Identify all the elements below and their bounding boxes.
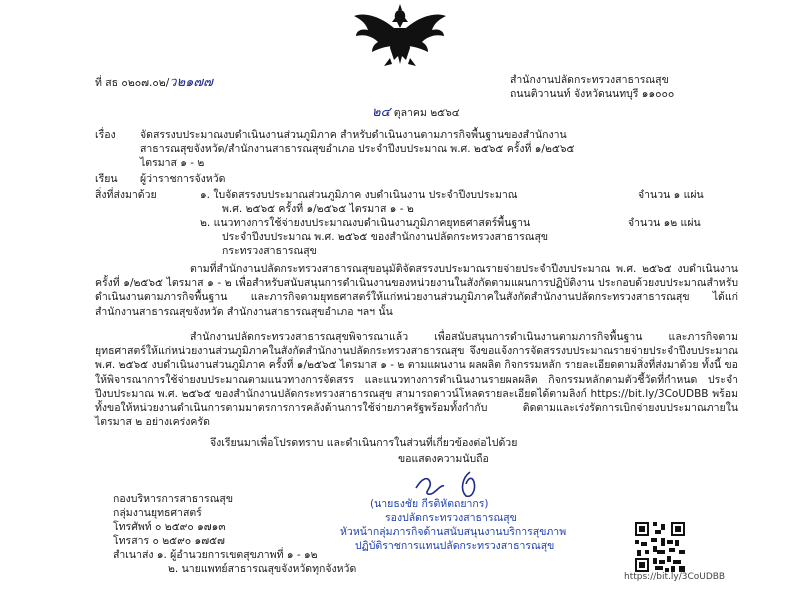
date-month-year: ตุลาคม ๒๕๖๔ xyxy=(393,107,460,119)
subject-line-3: ไตรมาส ๑ - ๒ xyxy=(140,157,205,169)
signature-icon xyxy=(410,468,520,500)
date-handwritten: ๒๔ xyxy=(372,105,391,120)
office-name: สำนักงานปลัดกระทรวงสาธารณสุข xyxy=(510,74,669,86)
footer-phone: โทรศัพท์ ๐ ๒๕๙๐ ๑๗๑๓ xyxy=(113,521,226,533)
subject-line-1: จัดสรรงบประมาณงบดำเนินงานส่วนภูมิภาค สำหรับดำเนินงานตามภารกิจพื้นฐานของสำนักงาน xyxy=(140,129,567,141)
paragraph-2-text: สำนักงานปลัดกระทรวงสาธารณสุขพิจารณาแล้ว เพื่อสนับสนุนการดำเนินงานตามภารกิจพื้นฐาน และภารกิจตามยุทธศาสตร์ให้แก่หน่วยงานส่วนภูมิภาคในสังกัดสำนักงานปลัดกระทรวงสาธารณสุข จึงขอแจ้งการจัดสรรงบประมาณรายจ่ายประจำปีงบประมาณ พ.ศ. ๒๕๖๕ งบดำเนินงานส่วนภูมิภาค ครั้งที่ ๑/๒๕๖๕ ไตรมาส ๑ - ๒ ตามแผนงาน ผลผลิต กิจกรรมหลัก รายละเอียดตามสิ่งที่ส่งมาด้วย ทั้งนี้ ขอให้พิจารณาการใช้จ่ายงบประมาณตามแนวทางการจัดสรร และแนวทางการดำเนินงานรายผลผลิต กิจกรรมหลักตามตัวชี้วัดที่กำหนด ประจำปีงบประมาณ พ.ศ. ๒๕๖๕ ของสำนักงานปลัดกระทรวงสาธารณสุข สามารถดาวน์โหลดรายละเอียดได้ตามลิงก์ https://bit.ly/3CoUDBB พร้อมทั้งขอให้หน่วยงานดำเนินการตามมาตรการการคลังด้านการใช้จ่ายภาครัฐพร้อมทั้งกำกับ ติดตามและเร่งรัดการเบิกจ่ายงบประมาณภายในไตรมาส ๒ อย่างเคร่งครัด xyxy=(95,331,738,429)
signer-title: รองปลัดกระทรวงสาธารณสุข xyxy=(385,512,517,524)
enclosure-2-count: จำนวน ๑๒ แผ่น xyxy=(628,217,701,229)
salutation-text: ผู้ว่าราชการจังหวัด xyxy=(140,173,226,185)
enclosure-1-line-1: ๑. ใบจัดสรรงบประมาณส่วนภูมิภาค งบดำเนินงาน ประจำปีงบประมาณ xyxy=(200,189,518,201)
qr-code-icon xyxy=(635,522,685,572)
document-number-handwritten: ว๒๑๗๗ xyxy=(169,75,213,90)
enclosure-2-line-1: ๒. แนวทางการใช้จ่ายงบประมาณงบดำเนินงานภูมิภาคยุทธศาสตร์พื้นฐาน xyxy=(200,217,531,229)
body-paragraph-3: จึงเรียนมาเพื่อโปรดทราบ และดำเนินการในส่วนที่เกี่ยวข้องต่อไปด้วย xyxy=(210,437,518,449)
footer-division: กองบริหารการสาธารณสุข xyxy=(113,493,234,505)
footer-group: กลุ่มงานยุทธศาสตร์ xyxy=(113,507,202,519)
salutation-label: เรียน xyxy=(95,173,118,185)
enclosure-1-count: จำนวน ๑ แผ่น xyxy=(638,189,704,201)
signer-name: (นายธงชัย กีรติหัตถยากร) xyxy=(370,498,489,510)
document-number xyxy=(95,76,213,90)
enclosure-2-line-2: ประจำปีงบประมาณ พ.ศ. ๒๕๖๕ ของสำนักงานปลัดกระทรวงสาธารณสุข xyxy=(222,231,549,243)
footer-cc-1: สำเนาส่ง ๑. ผู้อำนวยการเขตสุขภาพที่ ๑ - ๑๒ xyxy=(113,549,318,561)
body-paragraph-1 xyxy=(95,262,738,319)
qr-caption: https://bit.ly/3CoUDBB xyxy=(624,572,726,582)
footer-fax: โทรสาร ๐ ๒๕๙๐ ๑๗๕๗ xyxy=(113,535,225,547)
paragraph-1-text: ตามที่สำนักงานปลัดกระทรวงสาธารณสุขอนุมัติจัดสรรงบประมาณรายจ่ายประจำปีงบประมาณ พ.ศ. ๒๕๖๕ งบดำเนินงาน ครั้งที่ ๑/๒๕๖๕ ไตรมาส ๑ - ๒ เพื่อสำหรับสนับสนุนการดำเนินงานของหน่วยงานในสังกัดตามแผนการปฏิบัติงาน ประกอบด้วยงบประมาณสำหรับดำเนินงานตามภารกิจพื้นฐาน และภารกิจตามยุทธศาสตร์ให้แก่หน่วยงานส่วนภูมิภาคในสังกัดสำนักงานปลัดกระทรวงสาธารณสุข ได้แก่ สำนักงานสาธารณสุขจังหวัด สำนักงานสาธารณสุขอำเภอ ฯลฯ นั้น xyxy=(95,263,738,318)
document-number-prefix: ที่ สธ ๐๒๐๗.๐๒/ xyxy=(95,77,170,89)
garuda-emblem-icon xyxy=(350,2,450,72)
enclosures-label: สิ่งที่ส่งมาด้วย xyxy=(95,189,157,201)
footer-cc-2: ๒. นายแพทย์สาธารณสุขจังหวัดทุกจังหวัด xyxy=(168,563,357,575)
signer-role-2: ปฏิบัติราชการแทนปลัดกระทรวงสาธารณสุข xyxy=(355,540,555,552)
enclosure-1-line-2: พ.ศ. ๒๕๖๕ ครั้งที่ ๑/๒๕๖๕ ไตรมาส ๑ - ๒ xyxy=(222,203,414,215)
enclosure-2-line-3: กระทรวงสาธารณสุข xyxy=(222,245,317,257)
subject-label: เรื่อง xyxy=(95,129,116,141)
office-address: ถนนติวานนท์ จังหวัดนนทบุรี ๑๑๐๐๐ xyxy=(510,88,675,100)
signer-role-1: หัวหน้ากลุ่มภารกิจด้านสนับสนุนงานบริการสุขภาพ xyxy=(340,526,567,538)
subject-line-2: สาธารณสุขจังหวัด/สำนักงานสาธารณสุขอำเภอ ประจำปีงบประมาณ พ.ศ. ๒๕๖๕ ครั้งที่ ๑/๒๕๖๕ xyxy=(140,143,575,155)
body-paragraph-2 xyxy=(95,330,738,429)
closing-text: ขอแสดงความนับถือ xyxy=(398,453,489,465)
document-date xyxy=(372,106,460,120)
